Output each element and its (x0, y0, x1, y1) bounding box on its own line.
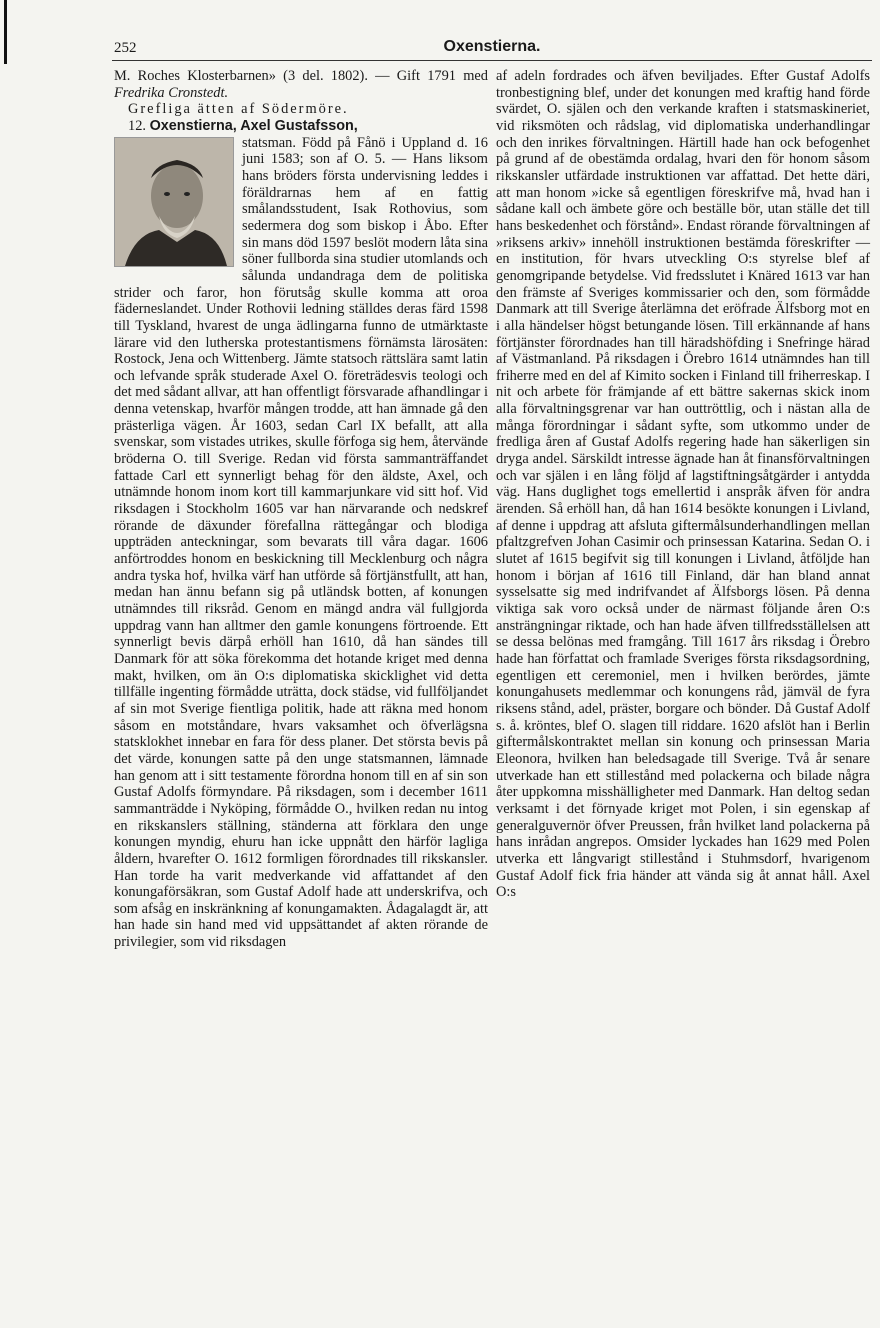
lineage-heading: Grefliga ätten af Södermöre. (128, 101, 349, 118)
portrait-engraving (115, 138, 233, 266)
running-head: Oxenstierna. (443, 38, 541, 55)
paragraph-intro: M. Roches Klosterbarnen» (3 del. 1802). — Gift 1791 med Fredrika Cronstedt. (114, 68, 488, 101)
biography-entry (114, 118, 488, 135)
page-number: 252 (114, 40, 137, 56)
spouse-name: Fredrika Cronstedt. (114, 84, 229, 101)
margin-mark (4, 0, 7, 64)
entry-name: Oxenstierna, Axel Gustafsson, (149, 117, 358, 134)
right-column (496, 68, 870, 901)
portrait-image (114, 137, 234, 267)
biography-continued: af adeln fordrades och äfven beviljades. Efter Gustaf Adolfs tronbestigning blef, under det konungen med kraftig hand förde svärdet, O. själen och den verkande kraften i statsmaskineriet, vid riksmöten och rådslag, vid diplomatiska underhandlingar och den inrikes förvaltningen. Härtill hade han ock befogenhet på grund af de obestämda ordalag, hvari den för honom såsom rikskansler utfärdade instruktionen var affattad. Det hette däri, att man honom »icke så egentligen föreskrifve må, hvad han i sådane kall och ämbete göre och beställe bör, utan ställe det till hans beskedenhet och förstånd». Endast rörande förvaltningen af »riksens arkiv» innehöll instruktionen bestämda föreskrifter — en institution, för hvars utveckling O:s styrelse blef af genomgripande betydelse. Vid fredsslutet i Knäred 1613 var han den främste af Sveriges kommissarier och den, som förmådde Danmark att till Sverige återlämna det eröfrade Älfsborg mot en i alla händelser högst betungande lösen. Till erkännande af hans förtjänster förordnades han till häradshöfding i Snefringe härad af Västmanland. På riksdagen i Örebro 1614 utnämndes han till friherre med en del af Kimito socken i Finland till friherreskap. I nit och arbete för främjande af ett bättre sakernas skick inom alla förvaltningsgrenar var han outtröttlig, och i nästan alla de många förordningar i sådant syfte, som utkommo under de fredliga åren af Gustaf Adolfs regering hade han säkerligen sin dryga andel. Särskildt intresse ägnade han åt finansförvaltningen och var själen i en lång följd af lagstiftningsåtgärder i antydda väg. Hans duglighet togs emellertid i anspråk äfven för andra ärenden. Så erhöll han, då han 1614 besökte konungen i Livland, af denne i uppdrag att afsluta giftermålsunderhandlingen mellan pfaltzgrefven Johan Casimir och prinsessan Katarina. Sedan O. i slutet af 1615 begifvit sig till konungen i Livland, åtföljde han honom i början af 1616 till Finland, där han bland annat sysselsatte sig med indrifvandet af Älfsborgs lösen. På denna viktiga sak voro också under de närmast följande åren O:s ansträngningar riktade, och han hade äfven tillfredsställelsen att se dessa belönas med framgång. Till 1617 års riksdag i Örebro hade han författat och framlade Sveriges första riksdagsordning, egentligen ett ceremoniel, men i hvilken berördes, jämte konungahusets medlemmar och konungens råd, jämväl de fyra riksens stånd, adel, präster, borgare och bönder. Då Gustaf Adolf s. å. kröntes, blef O. slagen till riddare. 1620 afslöt han i Berlin giftermålskontraktet mellan sin konung och prinsessan Maria Eleonora, hvilken han beledsagade till Sverige. Två år senare utverkade han ett stillestånd med polackerna och bilade några åter uppkomna misshälligheter med Danmark. Han deltog sedan verksamt i det förnyade kriget mot Polen, i sin egenskap af generalguvernör öfver Preussen, från hvilket land polackerna på hans inrådan angrepos. Omsider lyckades han 1629 med Polen utverka ett långvarigt stillestånd i Stuhmsdorf, hvarigenom Gustaf Adolf fick fria händer att vända sig åt annat håll. Axel O:s (496, 68, 870, 901)
left-column (114, 68, 488, 951)
entry-number: 12. (128, 117, 146, 134)
page-header (112, 36, 872, 61)
biography-text: statsman. Född på Fånö i Uppland d. 16 juni 1583; son af O. 5. — Hans liksom hans bröders första undervisning leddes i föräldrarnas hem af en fattig smålandsstudent, Isak Rothovius, som sedermera dog som biskop i Åbo. Efter sin mans död 1597 beslöt modern låta sina söner fullborda sina studier utomlands och sålunda undandraga dem de politiska strider och faror, hon förutsåg skulle komma att oroa fäderneslandet. Under Rothovii ledning ställdes deras färd 1598 till Tyskland, hvarest de unga ädlingarna funno de utmärktaste lärare vid den lutherska protestantismens förnämsta lärosäten: Rostock, Jena och Wittenberg. Jämte statsoch rättslära samt latin och lefvande språk studerade Axel O. företrädesvis teologi och det med sådant allvar, att han offentligt försvarade afhandlingar i denna vetenskap, hvarför mången trodde, att han ämnade gå den prästerliga vägen. År 1603, sedan Carl IX befallt, att alla svenskar, som vistades utrikes, skulle förfoga sig hem, återvände bröderna O. till Sverige. Redan vid första sammanträffandet fattade Carl ett synnerligt behag för den äldste, Axel, och utnämnde honom inom kort till kammarjunkare vid sitt hof. Vid riksdagen i Stockholm 1605 var han närvarande och nedskref rörande de däxunder förefallna rättegångar och blodiga uppträden anteckningar, som bevarats till våra dagar. 1606 anförtroddes honom en beskickning till Mecklenburg och några andra tyska hof, hvilka värf han utförde så förtjänstfullt, att han, medan han ännu befann sig på utländsk botten, af konungen utnämndes till riksråd. Genom en mängd andra väl fullgjorda uppdrag vann han alltmer den gamle konungens förtroende. Ett synnerligt bevis därpå erhöll han 1610, då han sändes till Danmark för att söka förekomma det hotande kriget med denna makt, hvilken, om än O:s diplomatiska skicklighet vid detta tillfälle ingenting förmådde uträtta, dock städse, vid fullföljandet af sin mot Sverige fientliga politik, hade att räkna med honom såsom en motståndare, hvars vaksamhet och öfverlägsna statsklokhet innebar en fara för dess planer. Det största bevis på det värde, konungen satte på den unge statsmannen, lämnade han genom att i sitt testamente förordna honom till en af sin son Gustaf Adolfs förmyndare. På riksdagen, som i december 1611 sammanträdde i Nyköping, förmådde O., hvilken redan nu intog en rikskanslers ställning, ständerna att förklara den unge konungen myndig, ehuru han icke uppnått den härför lagliga åldern, hvarefter O. 1612 formligen förordnades till rikskansler. Han torde ha varit medverkande vid affattandet af den konungaförsäkran, som Gustaf Adolf hade att underskrifva, och som afsåg en inskränkning af konungamakten. Ådagalagdt är, att han hade sin hand med vid uppsättandet af akten rörande de privilegier, som vid riksdagen (114, 134, 488, 951)
